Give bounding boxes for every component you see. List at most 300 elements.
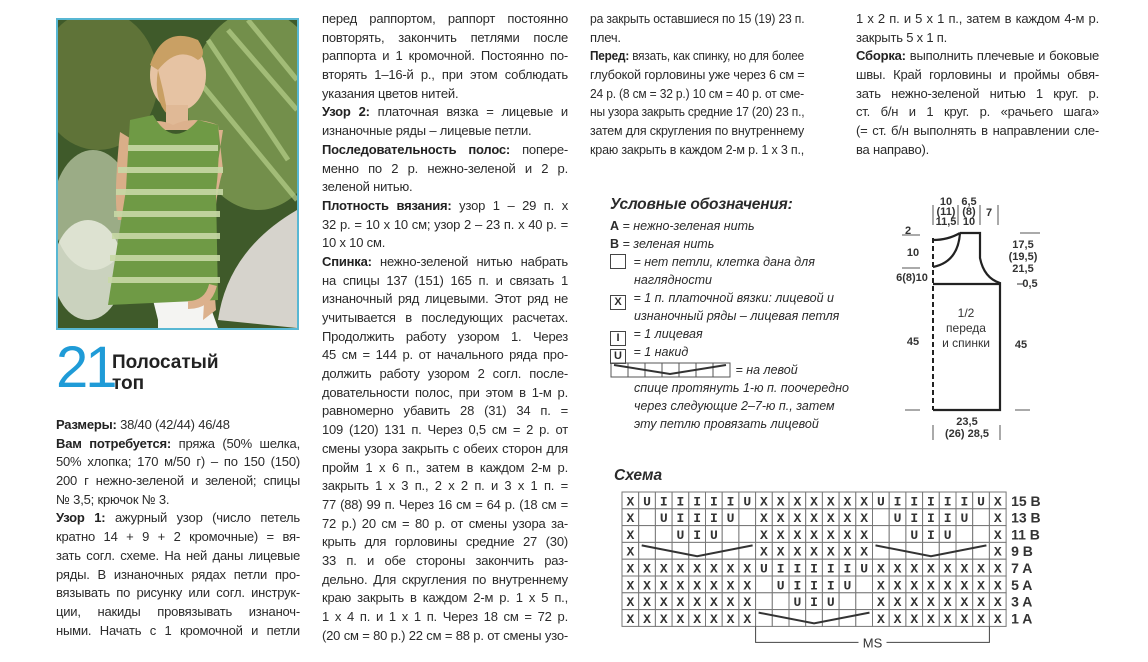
chart-row-symbols <box>626 595 1001 610</box>
chart-symbol: V <box>793 611 802 627</box>
chart-symbol: X <box>659 578 668 594</box>
row-label: 15 B <box>1011 492 1041 509</box>
chart-symbol: X <box>826 494 835 510</box>
section-label: Узор 2: <box>322 104 370 120</box>
chart-symbol: X <box>643 595 651 611</box>
line-text: ра закрыть оставшиеся по 15 (19) 23 п. <box>590 11 805 26</box>
legend-text-a: = нежно-зеленая нить <box>619 219 755 233</box>
chart-symbol: _ <box>776 595 785 611</box>
dim-right-05: 0,5 <box>1022 278 1038 290</box>
line-text: 72 р.) 20 см = 80 р. от смены узора за- <box>322 515 568 531</box>
dim-left-neck-depth: 6(8)10 <box>896 272 928 284</box>
section-label: Размеры: <box>56 417 117 432</box>
chart-symbol: X <box>826 527 835 543</box>
dim-neck-width-2: (11) <box>936 206 956 218</box>
chart-symbol: _ <box>743 511 752 527</box>
chart-symbol: I <box>810 595 818 611</box>
chart-symbol: _ <box>643 511 651 527</box>
chart-symbol: _ <box>643 527 651 543</box>
dim-bottom-2: (26) 28,5 <box>944 428 990 440</box>
line-text: 1 х 2 п. и 5 х 1 п., затем в каждом 4-м р. <box>856 11 1099 26</box>
line-text: швы. Край горловины и проймы обвя- <box>856 67 1099 83</box>
chart-symbol: V <box>876 544 885 560</box>
chart-symbol: X <box>876 595 885 611</box>
chart-symbol: X <box>876 578 885 594</box>
chart-symbol: X <box>843 527 852 543</box>
chart-symbol: _ <box>726 527 735 543</box>
line-text: нежно-зеленой нитью набрать <box>371 253 568 269</box>
chart-symbol: V <box>893 544 902 560</box>
dim-left-45: 45 <box>906 336 920 348</box>
chart-symbol: U <box>659 511 668 527</box>
chart-symbol: U <box>760 561 768 577</box>
chart-symbol: X <box>826 511 835 527</box>
dim-bottom-1: 23,5 <box>956 416 978 428</box>
line-text: пряжа (50% шелка, <box>171 435 300 451</box>
knit-cell-icon: I <box>610 331 626 346</box>
line-text: учитывается в последующих расчетах. <box>322 310 568 325</box>
chart-symbol: I <box>676 511 685 527</box>
chart-symbol: X <box>643 578 651 594</box>
chart-symbol: I <box>810 561 818 577</box>
chart-symbol: U <box>776 578 785 594</box>
chart-symbol: X <box>726 611 735 627</box>
chart-symbol: I <box>793 561 802 577</box>
chart-symbol: V <box>943 544 952 560</box>
chart-symbol: X <box>776 544 785 560</box>
line-text: закрыть 5 х 1 п. <box>856 29 948 45</box>
chart-symbol: X <box>810 527 818 543</box>
chart-symbol: U <box>793 595 802 611</box>
chart-symbol: X <box>693 578 702 594</box>
chart-symbol: X <box>876 611 885 627</box>
chart-symbol: V <box>659 544 668 560</box>
chart-symbol: X <box>993 511 1002 527</box>
chart-symbol: X <box>709 561 718 577</box>
line-text: (20 см = 80 р.) 22 см = 88 р. от смены узо- <box>322 627 568 643</box>
chart-symbol: U <box>843 578 852 594</box>
legend-title: Условные обозначения: <box>610 196 793 213</box>
legend-text-v-2: спице протянуть 1-ю п. поочередно <box>634 381 849 395</box>
chart-symbol: X <box>993 561 1002 577</box>
diagram-center-1: 1/2 <box>957 306 975 320</box>
chart-symbol: X <box>743 578 752 594</box>
chart-symbol: X <box>726 561 735 577</box>
line-text: 45 см = 144 р. от начального ряда про- <box>322 347 568 363</box>
chart-symbol: X <box>993 595 1002 611</box>
schema-title: Схема <box>614 467 663 484</box>
section-label: Перед: <box>590 48 630 64</box>
line-text: изнаночные ряды – лицевые петли. <box>322 123 532 139</box>
chart-symbol: X <box>676 611 685 627</box>
line-text: зать согл. схеме. На ней даны лицевые <box>56 547 300 563</box>
chart-symbol: X <box>843 544 852 560</box>
line-text: 1 х 4 п. и 1 х 1 п. Через 18 см = 72 р. <box>322 609 568 624</box>
row-label: 1 A <box>1011 610 1033 627</box>
section-label: Вам потребуется: <box>56 435 172 451</box>
chart-symbol: V <box>810 611 818 627</box>
chart-row-symbols <box>626 612 1001 627</box>
chart-symbol: U <box>876 494 885 510</box>
legend-key-a: A <box>610 219 620 233</box>
chart-symbol: X <box>943 578 952 594</box>
chart-symbol: U <box>977 494 985 510</box>
chart-symbol: X <box>893 561 902 577</box>
pattern-title-line1: Полосатый <box>112 352 219 373</box>
chart-symbol: X <box>977 611 985 627</box>
chart-symbol: X <box>659 595 668 611</box>
chart-symbol: X <box>893 611 902 627</box>
row-label: 3 A <box>1011 593 1033 610</box>
pattern-title-line2: топ <box>112 373 145 394</box>
chart-symbol: _ <box>893 527 902 543</box>
chart-symbol: V <box>860 611 869 627</box>
line-text: равномерно убавить 28 (31) 34 п. = <box>322 403 568 419</box>
chart-symbol: _ <box>760 595 768 611</box>
line-text: 50% хлопка; 170 м/50 г) – по 150 (150) <box>56 454 300 470</box>
chart-symbol: I <box>960 494 969 510</box>
chart-symbol: V <box>676 544 685 560</box>
row-label: 5 A <box>1011 576 1033 593</box>
chart-symbol: I <box>659 494 668 510</box>
diagram-center-3: и спинки <box>942 336 990 350</box>
chart-symbol: V <box>760 611 768 627</box>
chart-symbol: V <box>709 544 718 560</box>
line-text: попере- <box>510 141 568 157</box>
chart-symbol: X <box>676 595 685 611</box>
chart-symbol: X <box>726 595 735 611</box>
chart-symbol: X <box>676 561 685 577</box>
dim-shoulder-3: 10 <box>962 216 976 228</box>
chart-symbol: I <box>843 561 852 577</box>
chart-symbol: X <box>860 511 869 527</box>
line-text: 32 р. = 10 х 10 см; узор 2 – 23 п. х 40 р. = <box>322 216 568 232</box>
section-label: Узор 1: <box>56 510 106 526</box>
line-text: 200 г нежно-зеленой и зеленой; спицы <box>56 473 300 489</box>
chart-symbol: I <box>943 511 952 527</box>
line-text: плеч. <box>590 29 621 45</box>
chart-symbol: X <box>659 561 668 577</box>
chart-symbol: X <box>993 611 1002 627</box>
chart-symbol: X <box>626 527 635 543</box>
chart-symbol: X <box>643 561 651 577</box>
chart-symbol: _ <box>860 578 869 594</box>
chart-symbol: _ <box>743 527 752 543</box>
chart-symbol: V <box>726 544 735 560</box>
chart-symbol: X <box>843 511 852 527</box>
line-text: Продолжить работу узором 1. Через <box>322 328 568 344</box>
chart-symbol: X <box>726 578 735 594</box>
line-text: ны узора закрыть средние 17 (20) 23 п., <box>590 104 805 120</box>
chart-symbol: X <box>876 561 885 577</box>
chart-symbol: X <box>709 611 718 627</box>
chart-symbol: X <box>910 595 919 611</box>
chart-symbol: I <box>793 578 802 594</box>
chart-symbol: U <box>709 527 718 543</box>
chart-symbol: U <box>643 494 651 510</box>
chart-symbol: X <box>810 544 818 560</box>
chart-symbol: I <box>927 527 935 543</box>
line-text: краю закрыть в каждом 2-м р. 1 х 5 п., <box>322 590 568 606</box>
chart-row-symbols <box>626 528 1001 543</box>
chart-symbol: _ <box>659 527 668 543</box>
line-text: должить работу узором 2 согл. после- <box>322 366 568 382</box>
chart-symbol: I <box>676 494 685 510</box>
line-text: 24 р. (8 см = 32 р.) 10 см = 40 р. от сме- <box>590 85 804 101</box>
chart-symbol: I <box>826 561 835 577</box>
chart-symbol: _ <box>960 527 969 543</box>
line-text: глубокой горловины уже через 6 см = <box>590 67 805 83</box>
chart-symbol: X <box>626 544 635 560</box>
row-label: 13 B <box>1011 509 1041 526</box>
chart-symbol: _ <box>977 527 985 543</box>
chart-symbol: I <box>726 494 735 510</box>
line-text: зеленой нитью. <box>322 179 413 195</box>
chart-symbol: X <box>910 578 919 594</box>
yarn-over-cell-icon: U <box>610 349 626 364</box>
chart-symbol: _ <box>876 527 885 543</box>
chart-symbol: X <box>693 595 702 611</box>
chart-row-symbols <box>626 578 1001 593</box>
chart-symbol: X <box>860 494 869 510</box>
chart-symbol: X <box>709 595 718 611</box>
dim-armhole-2: (19,5) <box>1008 251 1038 263</box>
chart-symbol: I <box>927 511 935 527</box>
chart-symbol: U <box>910 527 919 543</box>
line-text: вязать, как спинку, но для более <box>629 48 804 64</box>
chart-symbol: X <box>793 494 802 510</box>
line-text: крыть для горловины средние 27 (30) <box>322 534 568 550</box>
chart-symbol: X <box>993 494 1002 510</box>
chart-symbol: I <box>776 561 785 577</box>
legend-text-b: = зеленая нить <box>619 237 715 251</box>
line-text: 38/40 (42/44) 46/48 <box>116 417 230 432</box>
chart-row-symbols <box>626 494 1001 509</box>
legend-text-x: = 1 п. платочной вязки: лицевой и <box>630 291 834 305</box>
chart-symbol: X <box>860 544 869 560</box>
line-text: ции, накиды провязывать изнаноч- <box>56 603 300 619</box>
chart-symbol: X <box>626 561 635 577</box>
chart-symbol: X <box>760 511 768 527</box>
legend-text-v-4: эту петлю провязать лицевой <box>634 417 819 431</box>
dim-left-10: 10 <box>906 247 920 259</box>
line-text: ными. Начать с 1 кромочной и петли <box>56 622 300 638</box>
chart-symbol: X <box>793 511 802 527</box>
chart-symbol: X <box>626 494 635 510</box>
chart-symbol: X <box>626 611 635 627</box>
chart-symbol: U <box>860 561 869 577</box>
chart-symbol: V <box>927 544 935 560</box>
chart-symbol: X <box>910 561 919 577</box>
chart-symbol: X <box>843 494 852 510</box>
chart-symbol: U <box>726 511 735 527</box>
line-text: 109 (120) 131 п. Через 0,5 см = 2 р. от <box>322 422 568 438</box>
chart-symbol: X <box>760 527 768 543</box>
chart-symbol: X <box>826 544 835 560</box>
chart-symbol: I <box>893 494 902 510</box>
legend-text-x-2: изнаночный ряды – лицевая петля <box>634 309 840 323</box>
chart-symbol: I <box>826 578 835 594</box>
chart-symbol: X <box>860 527 869 543</box>
x-cell-icon: X <box>610 295 626 310</box>
chart-symbol: X <box>810 494 818 510</box>
line-text: смены узора закрыть с обеих сторон для <box>322 440 568 456</box>
chart-symbol: V <box>910 544 919 560</box>
legend-key-b: B <box>610 237 620 251</box>
chart-row-symbols <box>626 545 1001 560</box>
dim-shoulder-1: 6,5 <box>961 196 977 208</box>
chart-symbol: U <box>743 494 752 510</box>
chart-symbol: X <box>960 595 969 611</box>
chart-symbol: I <box>910 511 919 527</box>
chart-symbol: X <box>776 527 785 543</box>
section-label: Плотность вязания: <box>322 197 452 213</box>
line-text: дельно. Для скругления по внутреннему <box>322 571 568 587</box>
chart-symbol: X <box>643 611 651 627</box>
chart-symbol: X <box>776 494 785 510</box>
chart-symbol: V <box>977 544 985 560</box>
line-text: кратно 14 + 9 + 2 кромочные) = вя- <box>56 529 300 545</box>
chart-row-symbols <box>626 511 1001 526</box>
line-text: вторять 1–16-й р., при этом соблюдать <box>322 67 568 83</box>
chart-symbol: I <box>709 494 718 510</box>
chart-symbol: X <box>927 611 935 627</box>
line-text: затем для скругления по внутреннему <box>590 123 804 139</box>
chart-symbol: X <box>743 595 752 611</box>
line-text: довательности полос, при этом в 1-м р. <box>322 384 568 400</box>
diagram-center-2: переда <box>946 321 986 335</box>
line-text: менно по 2 р. нежно-зеленой и 2 р. <box>322 160 568 176</box>
chart-symbol: X <box>760 494 768 510</box>
section-label: Сборка: <box>856 48 906 64</box>
legend-text-empty-2: наглядности <box>634 273 712 287</box>
chart-symbol: I <box>693 527 702 543</box>
chart-symbol: X <box>693 561 702 577</box>
dim-armhole-width: 7 <box>985 207 993 219</box>
chart-symbol: X <box>760 544 768 560</box>
chart-symbol: X <box>993 544 1002 560</box>
line-text: ст. б/н и 1 круг. р. «рачьего шага» <box>856 104 1099 120</box>
legend-text-empty: = нет петли, клетка дана для <box>630 255 815 269</box>
line-text: раппорта и 1 кромочной. Постоянно по- <box>322 48 568 64</box>
chart-symbol: I <box>810 578 818 594</box>
chart-symbol: I <box>693 494 702 510</box>
line-text: ряды. В изнаночных рядах петли про- <box>56 566 300 582</box>
chart-symbol: U <box>676 527 685 543</box>
dim-right-45: 45 <box>1014 339 1028 351</box>
chart-symbol: X <box>977 561 985 577</box>
row-label: 9 B <box>1011 543 1033 560</box>
chart-symbol: U <box>826 595 835 611</box>
chart-symbol: X <box>626 595 635 611</box>
chart-symbol: _ <box>977 511 985 527</box>
dim-shoulder-2: (8) <box>962 206 976 218</box>
line-text: пройм 1 х 6 п., затем в каждом 2-м р. <box>322 459 568 475</box>
chart-symbol: X <box>776 511 785 527</box>
line-text: на спицы 137 (151) 165 п. и связать 1 <box>322 272 568 288</box>
chart-symbol: U <box>893 511 902 527</box>
legend-text-i: = 1 лицевая <box>630 327 703 341</box>
chart-symbol: U <box>943 527 952 543</box>
chart-symbol: I <box>910 494 919 510</box>
chart-symbol: V <box>743 544 752 560</box>
chart-row-symbols <box>626 562 1001 577</box>
dim-neck-width-1: 10 <box>939 196 953 208</box>
chart-symbol: X <box>659 611 668 627</box>
dim-armhole-1: 17,5 <box>1012 239 1034 251</box>
row-label: 7 A <box>1011 560 1033 576</box>
chart-symbol: X <box>893 595 902 611</box>
chart-symbol: X <box>977 595 985 611</box>
chart-symbol: V <box>643 544 651 560</box>
line-text: выполнить плечевые и боковые <box>905 48 1099 64</box>
repeat-label: MS <box>862 635 883 651</box>
chart-symbol: I <box>927 494 935 510</box>
line-text: перед раппортом, раппорт постоянно <box>322 11 568 26</box>
chart-symbol: V <box>776 611 785 627</box>
chart-symbol: X <box>960 578 969 594</box>
line-text: вязывать по рисунку или согл. инструк- <box>56 585 300 601</box>
chart-symbol: U <box>960 511 969 527</box>
chart-symbol: X <box>810 511 818 527</box>
line-text: 77 (88) 99 п. Через 16 см = 64 р. (18 см = <box>322 496 568 512</box>
chart-symbol: V <box>826 611 835 627</box>
chart-symbol: V <box>960 544 969 560</box>
section-label: Последовательность полос: <box>322 141 511 157</box>
chart-symbol: _ <box>843 595 852 611</box>
legend-text-u: = 1 накид <box>630 345 689 359</box>
row-label: 11 B <box>1011 526 1040 543</box>
line-text: ва направо). <box>856 141 930 157</box>
line-text: 33 п. и обе стороны закончить раз- <box>322 552 568 568</box>
chart-symbol: I <box>693 511 702 527</box>
chart-symbol: X <box>927 561 935 577</box>
line-text: закрыть 1 х 3 п., 2 х 2 п. и 3 х 1 п. = <box>322 478 568 494</box>
chart-symbol: X <box>943 561 952 577</box>
line-text: указания цветов нитей. <box>322 85 459 101</box>
line-text: повторять, закончить петлями после <box>322 29 568 45</box>
section-label: Спинка: <box>322 253 372 269</box>
line-text: узор 1 – 29 п. х <box>451 197 568 213</box>
chart-symbol: X <box>743 561 752 577</box>
chart-symbol: _ <box>760 578 768 594</box>
chart-symbol: V <box>843 611 852 627</box>
line-text: платочная вязка = лицевые и <box>369 104 568 120</box>
chart-symbol: X <box>960 561 969 577</box>
dim-armhole-3: 21,5 <box>1012 263 1034 275</box>
chart-symbol: X <box>893 578 902 594</box>
chart-symbol: X <box>709 578 718 594</box>
line-text: изнаночный ряд лицевыми. Этот ряд не <box>322 291 568 307</box>
line-text: 10 х 10 см. <box>322 235 386 251</box>
chart-symbol: I <box>709 511 718 527</box>
chart-symbol: X <box>943 595 952 611</box>
chart-symbol: X <box>626 511 635 527</box>
chart-symbol: X <box>910 611 919 627</box>
line-text: (= ст. б/н выполнять в направлении сле- <box>856 123 1099 139</box>
line-text: краю закрыть в каждом 2-м р. 1 х 3 п., <box>590 141 805 157</box>
pattern-number: 21 <box>56 335 115 400</box>
chart-symbol: X <box>993 527 1002 543</box>
line-text: ажурный узор (число петель <box>105 510 300 526</box>
chart-symbol: X <box>960 611 969 627</box>
chart-symbol: X <box>993 578 1002 594</box>
chart-symbol: X <box>626 578 635 594</box>
dim-left-2: 2 <box>904 225 912 237</box>
chart-symbol: X <box>927 578 935 594</box>
chart-symbol: X <box>743 611 752 627</box>
line-text: зать нежно-зеленой нитью 1 круг. р. <box>856 85 1099 101</box>
